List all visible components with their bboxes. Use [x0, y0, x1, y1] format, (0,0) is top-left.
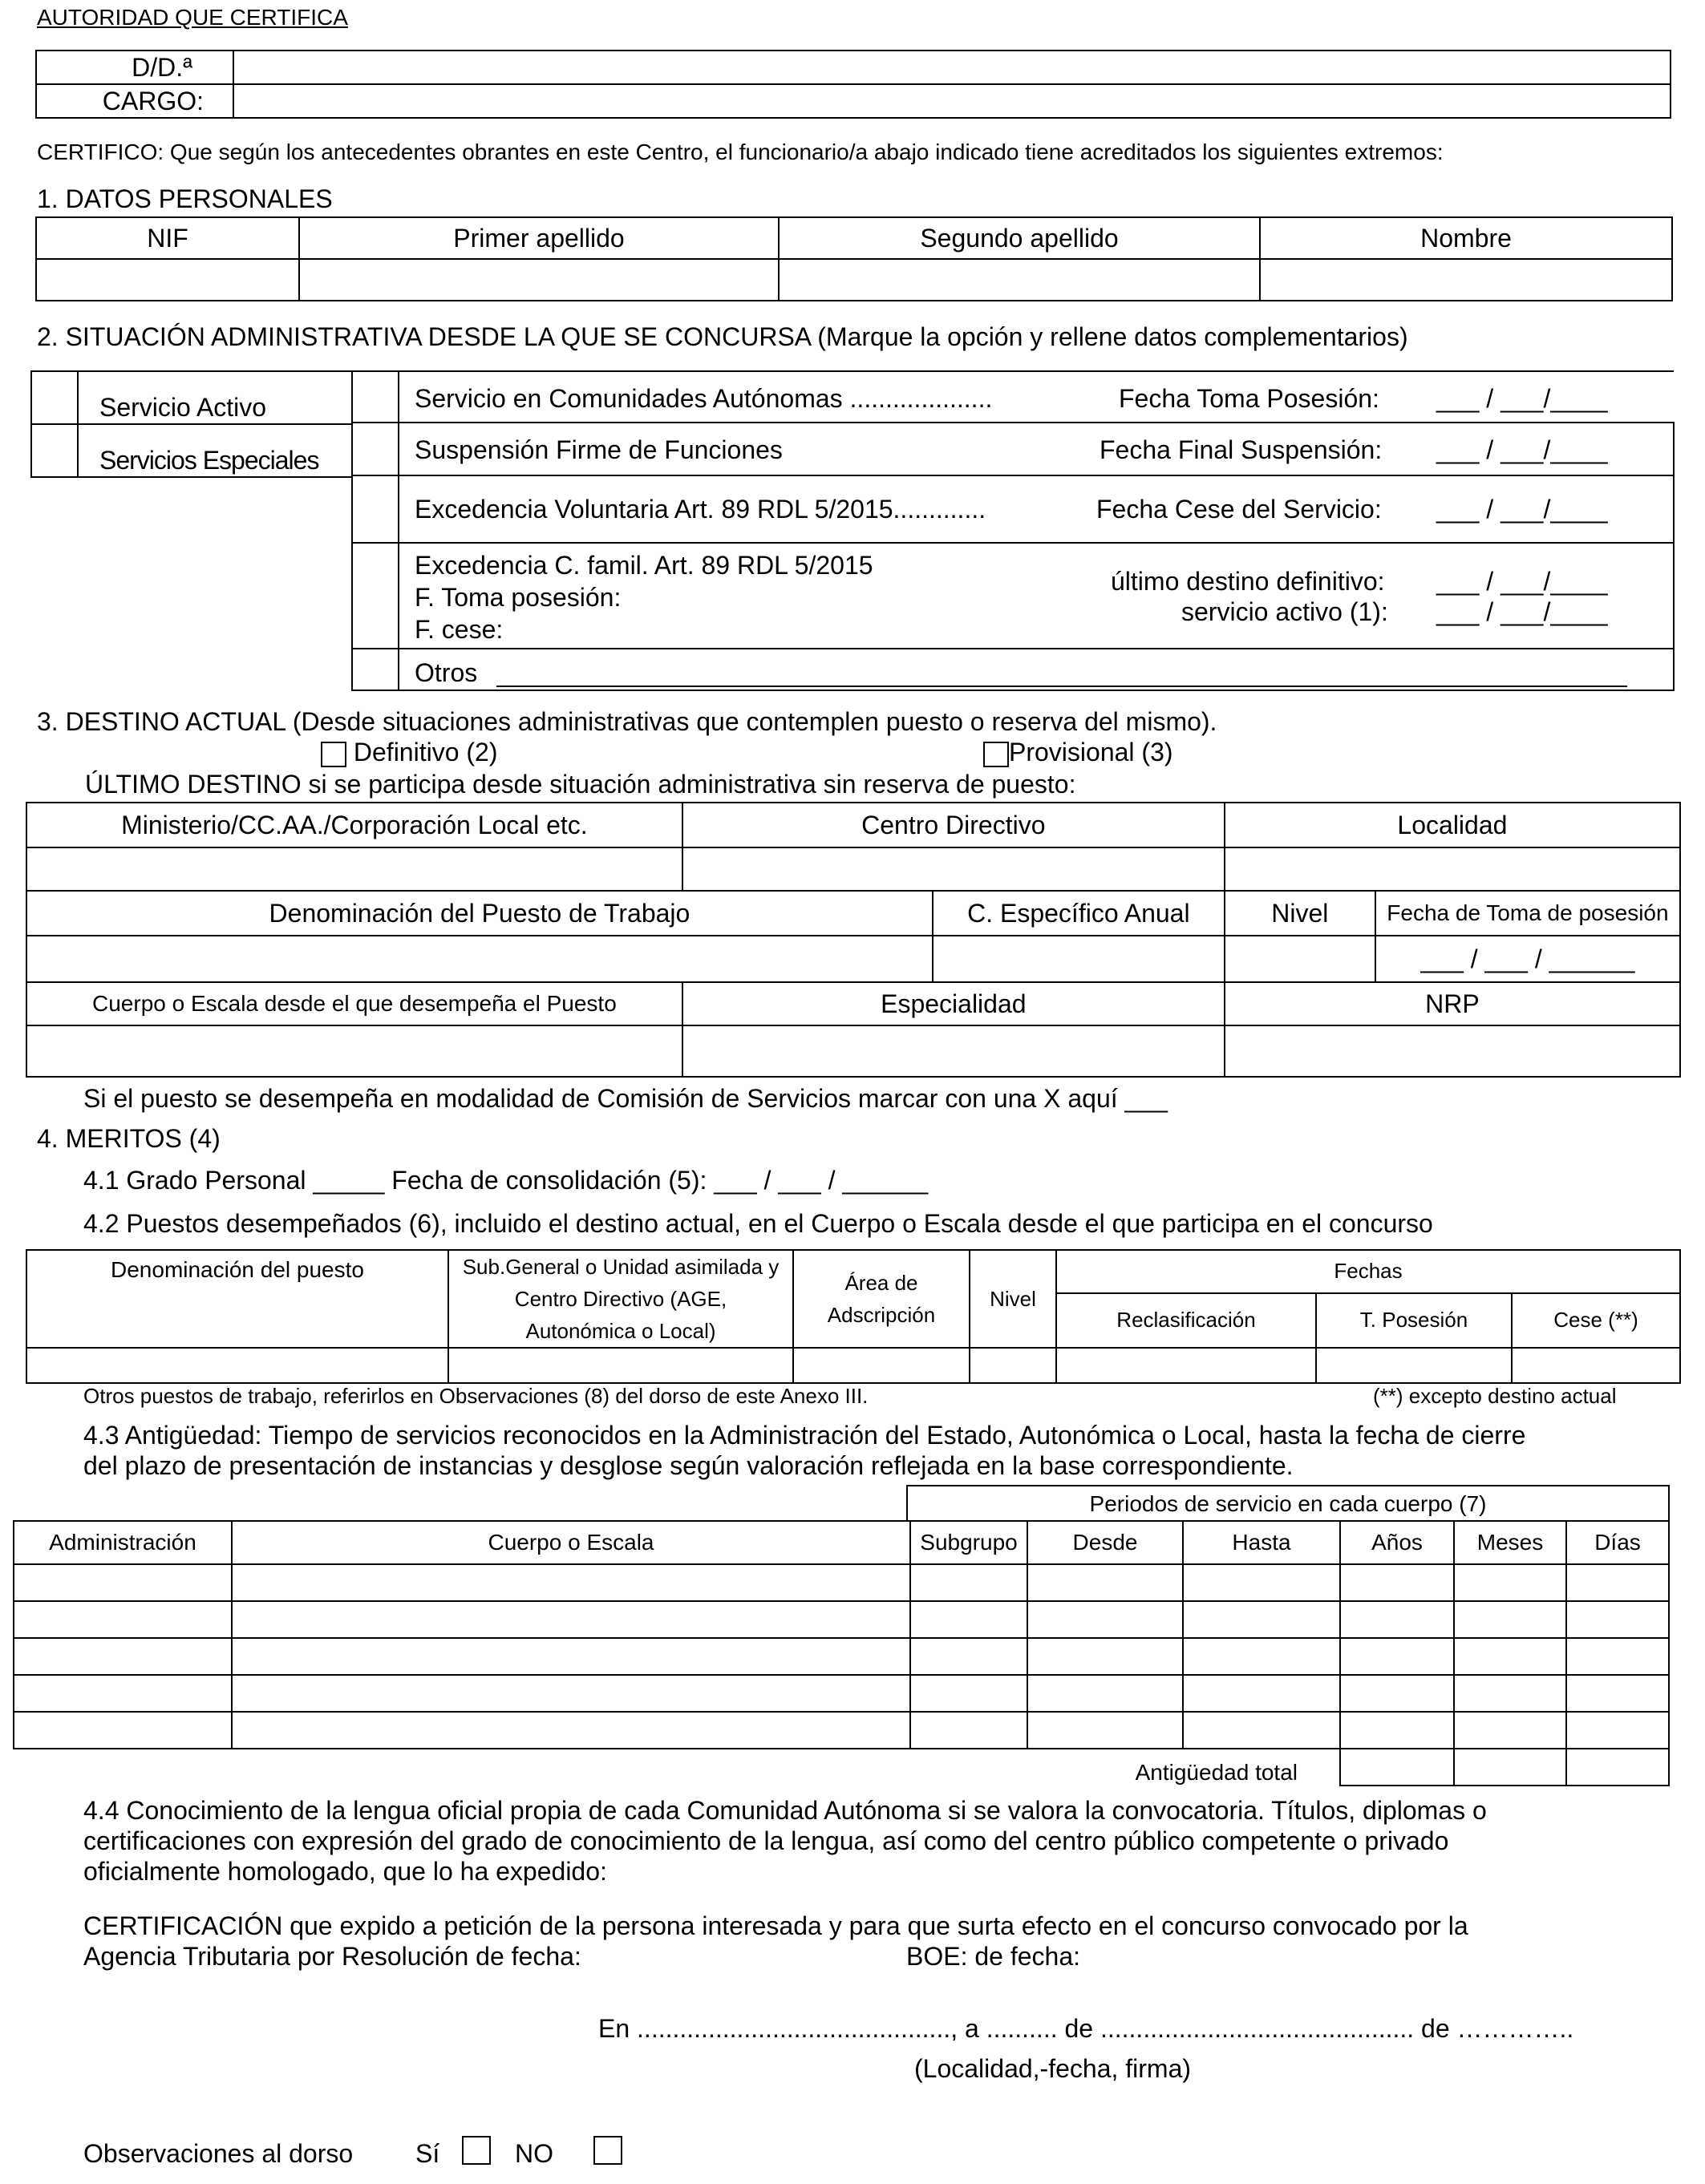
- nif-field[interactable]: [36, 259, 299, 301]
- fecha-final-suspension-label: Fecha Final Suspensión:: [1100, 435, 1383, 464]
- fecha-final-suspension-field[interactable]: ___ / ___/____: [1436, 435, 1608, 464]
- definitivo-option[interactable]: [321, 738, 498, 767]
- cell[interactable]: [1566, 1564, 1669, 1601]
- subgeneral-col: Sub.General o Unidad asimilada y Centro Directivo (AGE, Autonómica o Local): [448, 1250, 793, 1348]
- certificacion-line2a: Agencia Tributaria por Resolución de fecha:: [83, 1942, 581, 1971]
- cese-field[interactable]: [1512, 1348, 1680, 1383]
- especialidad-field[interactable]: [682, 1025, 1225, 1077]
- definitivo-label: Definitivo (2): [353, 738, 498, 766]
- cuerpo-escala-header: Cuerpo o Escala desde el que desempeña el Puesto: [26, 982, 682, 1025]
- ministerio-field[interactable]: [26, 847, 682, 891]
- nivel-field[interactable]: [1225, 936, 1375, 982]
- lengua-line3: oficialmente homologado, que lo ha expedido:: [83, 1857, 607, 1886]
- c-especifico-header: C. Específico Anual: [933, 891, 1225, 936]
- antiguedad-row: [14, 1638, 1669, 1675]
- cell[interactable]: [1340, 1601, 1454, 1638]
- certifico-text: CERTIFICO: Que según los antecedentes obrantes en este Centro, el funcionario/a abajo indicado tiene acreditados los siguientes extremos:: [37, 140, 1444, 164]
- cell[interactable]: [1454, 1601, 1566, 1638]
- administracion-header: Administración: [14, 1521, 232, 1564]
- cell[interactable]: [1183, 1564, 1340, 1601]
- cell[interactable]: [14, 1564, 232, 1601]
- provisional-option[interactable]: [983, 738, 1173, 767]
- lengua-line1: 4.4 Conocimiento de la lengua oficial propia de cada Comunidad Autónoma si se valora la convocatoria. Títulos, diplomas o: [83, 1796, 1487, 1825]
- cell[interactable]: [14, 1638, 232, 1675]
- primer-apellido-header: Primer apellido: [299, 217, 779, 259]
- cell[interactable]: [1340, 1638, 1454, 1675]
- excepto-note: (**) excepto destino actual: [1373, 1384, 1617, 1408]
- si-label: Sí: [415, 2139, 440, 2168]
- dd-field[interactable]: [233, 51, 1671, 84]
- cell[interactable]: [232, 1675, 910, 1712]
- cell[interactable]: [1566, 1712, 1669, 1749]
- cell[interactable]: [1027, 1638, 1183, 1675]
- denominacion-puesto-field[interactable]: [26, 936, 933, 982]
- datos-personales-table: [35, 216, 1673, 301]
- puestos-title: 4.2 Puestos desempeñados (6), incluido el destino actual, en el Cuerpo o Escala desde el que participa en el concurso: [83, 1209, 1433, 1238]
- provisional-checkbox[interactable]: [983, 742, 1009, 767]
- nivel-field-42[interactable]: [970, 1348, 1056, 1383]
- cell[interactable]: [232, 1638, 910, 1675]
- cell[interactable]: [1454, 1564, 1566, 1601]
- centro-directivo-field[interactable]: [682, 847, 1225, 891]
- otros-line[interactable]: [496, 686, 1627, 687]
- cell[interactable]: [1340, 1564, 1454, 1601]
- cell[interactable]: [232, 1564, 910, 1601]
- denominacion-puesto-header: Denominación del Puesto de Trabajo: [26, 891, 933, 936]
- definitivo-checkbox[interactable]: [321, 742, 346, 767]
- antiguedad-line2: del plazo de presentación de instancias y desglose según valoración reflejada en la base correspondiente.: [83, 1451, 1294, 1480]
- cell[interactable]: [14, 1712, 232, 1749]
- cell[interactable]: [1183, 1712, 1340, 1749]
- cell[interactable]: [910, 1564, 1027, 1601]
- otros-puestos-note: Otros puestos de trabajo, referirlos en Observaciones (8) del dorso de este Anexo III.: [83, 1384, 869, 1408]
- cell[interactable]: [910, 1601, 1027, 1638]
- especialidad-header: Especialidad: [682, 982, 1225, 1025]
- antiguedad-line1: 4.3 Antigüedad: Tiempo de servicios reconocidos en la Administración del Estado, Autonómica o Local, hasta la fecha de cierre: [83, 1421, 1526, 1450]
- lengua-line2: certificaciones con expresión del grado de conocimiento de la lengua, así como del centro público competente o privado: [83, 1826, 1449, 1855]
- ultimo-destino-label: último destino definitivo:: [1111, 567, 1385, 596]
- area-field[interactable]: [793, 1348, 970, 1383]
- cell[interactable]: [1183, 1638, 1340, 1675]
- c-especifico-field[interactable]: [933, 936, 1225, 982]
- localidad-fecha-firma: (Localidad,-fecha, firma): [914, 2054, 1192, 2083]
- cell[interactable]: [232, 1712, 910, 1749]
- sec2-title: 2. SITUACIÓN ADMINISTRATIVA DESDE LA QUE SE CONCURSA (Marque la opción y rellene datos complementarios): [37, 322, 1408, 351]
- f-toma-posesion-label: F. Toma posesión:: [415, 583, 622, 612]
- cell[interactable]: [1566, 1638, 1669, 1675]
- no-checkbox[interactable]: [593, 2136, 622, 2165]
- segundo-apellido-header: Segundo apellido: [779, 217, 1260, 259]
- certificacion-line2b: BOE: de fecha:: [906, 1942, 1081, 1971]
- ultimo-destino-field[interactable]: ___ / ___/____: [1436, 567, 1608, 596]
- anos-header: Años: [1340, 1521, 1454, 1564]
- nombre-field[interactable]: [1260, 259, 1672, 301]
- cell[interactable]: [1183, 1675, 1340, 1712]
- cell[interactable]: [910, 1712, 1027, 1749]
- cell[interactable]: [232, 1601, 910, 1638]
- cell[interactable]: [1566, 1601, 1669, 1638]
- fecha-toma-posesion-field[interactable]: ___ / ___/____: [1436, 384, 1608, 413]
- otros-checkbox[interactable]: [352, 649, 399, 690]
- situacion-table: [351, 370, 1675, 691]
- dd-label: D/D.ª: [36, 51, 233, 84]
- cell[interactable]: [1454, 1675, 1566, 1712]
- fecha-cese-servicio-label: Fecha Cese del Servicio:: [1096, 495, 1382, 524]
- reclasificacion-header: Reclasificación: [1056, 1293, 1316, 1348]
- autoridad-table: [35, 50, 1671, 119]
- desde-header: Desde: [1027, 1521, 1183, 1564]
- fecha-toma-posesion-label: Fecha Toma Posesión:: [1119, 384, 1379, 413]
- sec4-title: 4. MERITOS (4): [37, 1124, 221, 1153]
- nombre-header: Nombre: [1260, 217, 1672, 259]
- ultimo-destino-title: ÚLTIMO DESTINO si se participa desde situación administrativa sin reserva de puesto:: [85, 770, 1076, 799]
- t-posesion-header: T. Posesión: [1316, 1293, 1512, 1348]
- sec3-title: 3. DESTINO ACTUAL (Desde situaciones administrativas que contemplen puesto o reserva del mismo).: [37, 707, 1217, 736]
- total-dias-field[interactable]: [1566, 1749, 1669, 1786]
- firma-line[interactable]: En ............................................, a .......... de ............................................ de …………..: [598, 2014, 1574, 2043]
- cell[interactable]: [1027, 1601, 1183, 1638]
- no-label: NO: [515, 2139, 553, 2168]
- sec1-title: 1. DATOS PERSONALES: [37, 184, 333, 213]
- total-anos-field[interactable]: [1340, 1749, 1454, 1786]
- t-posesion-field[interactable]: [1316, 1348, 1512, 1383]
- antiguedad-row: [14, 1675, 1669, 1712]
- subgeneral-field[interactable]: [448, 1348, 793, 1383]
- antiguedad-row: [14, 1564, 1669, 1601]
- cell[interactable]: [1027, 1675, 1183, 1712]
- excedencia-cf-label: Excedencia C. famil. Art. 89 RDL 5/2015: [415, 551, 873, 580]
- hasta-header: Hasta: [1183, 1521, 1340, 1564]
- meses-header: Meses: [1454, 1521, 1566, 1564]
- comunidades-checkbox[interactable]: [352, 371, 399, 423]
- antiguedad-row: [14, 1601, 1669, 1638]
- ministerio-header: Ministerio/CC.AA./Corporación Local etc.: [26, 803, 682, 847]
- servicios-especiales-label: Servicios Especiales: [99, 446, 319, 475]
- autoridad-heading: AUTORIDAD QUE CERTIFICA: [37, 5, 348, 30]
- nivel-header: Nivel: [1225, 891, 1375, 936]
- servicio-activo-1-field[interactable]: ___ / ___/____: [1436, 597, 1608, 626]
- segundo-apellido-field[interactable]: [779, 259, 1260, 301]
- suspension-checkbox[interactable]: [352, 423, 399, 475]
- cese-header: Cese (**): [1512, 1293, 1680, 1348]
- cell[interactable]: [1027, 1712, 1183, 1749]
- grado-personal: 4.1 Grado Personal _____ Fecha de consolidación (5): ___ / ___ / ______: [83, 1166, 929, 1195]
- certificacion-line1: CERTIFICACIÓN que expido a petición de la persona interesada y para que surta efecto en el concurso convocado por la: [83, 1911, 1468, 1940]
- cargo-label: CARGO:: [36, 84, 233, 118]
- cuerpo-escala-field[interactable]: [26, 1025, 682, 1077]
- servicios-especiales-checkbox[interactable]: [32, 425, 77, 476]
- antiguedad-table: [13, 1520, 1670, 1786]
- observaciones-label: Observaciones al dorso: [83, 2139, 354, 2168]
- servicio-activo-1-label: servicio activo (1):: [1181, 597, 1388, 626]
- suspension-label: Suspensión Firme de Funciones: [415, 435, 783, 464]
- primer-apellido-field[interactable]: [299, 259, 779, 301]
- comunidades-label: Servicio en Comunidades Autónomas ....................: [415, 384, 993, 413]
- reclasificacion-field[interactable]: [1056, 1348, 1316, 1383]
- cell[interactable]: [910, 1675, 1027, 1712]
- nrp-header: NRP: [1225, 982, 1680, 1025]
- destino-table: [26, 802, 1681, 1078]
- puestos-table: [26, 1249, 1681, 1384]
- nrp-field[interactable]: [1225, 1025, 1680, 1077]
- centro-directivo-header: Centro Directivo: [682, 803, 1225, 847]
- subgrupo-header: Subgrupo: [910, 1521, 1027, 1564]
- dias-header: Días: [1566, 1521, 1669, 1564]
- cell[interactable]: [1183, 1601, 1340, 1638]
- localidad-header: Localidad: [1225, 803, 1680, 847]
- total-meses-field[interactable]: [1454, 1749, 1566, 1786]
- f-cese-label: F. cese:: [415, 615, 504, 644]
- fecha-toma-field[interactable]: ___ / ___ / ______: [1375, 936, 1680, 982]
- servicio-activo-label: Servicio Activo: [99, 393, 267, 422]
- antiguedad-row: [14, 1712, 1669, 1749]
- cell[interactable]: [1027, 1564, 1183, 1601]
- area-col: Área de Adscripción: [793, 1250, 970, 1348]
- cell[interactable]: [910, 1638, 1027, 1675]
- servicio-activo-checkbox[interactable]: [32, 372, 77, 423]
- nif-header: NIF: [36, 217, 299, 259]
- otros-label: Otros: [415, 658, 478, 687]
- fecha-cese-servicio-field[interactable]: ___ / ___/____: [1436, 495, 1608, 524]
- cell[interactable]: [1340, 1675, 1454, 1712]
- denominacion-puesto-col: Denominación del puesto: [26, 1250, 448, 1348]
- cell[interactable]: [1454, 1638, 1566, 1675]
- si-checkbox[interactable]: [462, 2136, 491, 2165]
- fecha-toma-header: Fecha de Toma de posesión: [1375, 891, 1680, 936]
- comision-text: Si el puesto se desempeña en modalidad de Comisión de Servicios marcar con una X aquí ___: [83, 1084, 1168, 1113]
- provisional-label: Provisional (3): [1009, 738, 1173, 766]
- nivel-col: Nivel: [970, 1250, 1056, 1348]
- fechas-header: Fechas: [1056, 1250, 1680, 1293]
- cell[interactable]: [1454, 1712, 1566, 1749]
- cell[interactable]: [1566, 1675, 1669, 1712]
- cell[interactable]: [1340, 1712, 1454, 1749]
- excedencia-voluntaria-label: Excedencia Voluntaria Art. 89 RDL 5/2015.............: [415, 495, 986, 524]
- excedencia-voluntaria-checkbox[interactable]: [352, 475, 399, 543]
- cell[interactable]: [14, 1675, 232, 1712]
- antiguedad-total-row: [14, 1749, 1669, 1786]
- antiguedad-total-label: Antigüedad total: [1135, 1760, 1298, 1785]
- denominacion-field[interactable]: [26, 1348, 448, 1383]
- localidad-field[interactable]: [1225, 847, 1680, 891]
- cell[interactable]: [14, 1601, 232, 1638]
- excedencia-cf-checkbox[interactable]: [352, 543, 399, 649]
- periodos-header: Periodos de servicio en cada cuerpo (7): [1089, 1491, 1487, 1516]
- cuerpo-escala-col-header: Cuerpo o Escala: [232, 1521, 910, 1564]
- cargo-field[interactable]: [233, 84, 1671, 118]
